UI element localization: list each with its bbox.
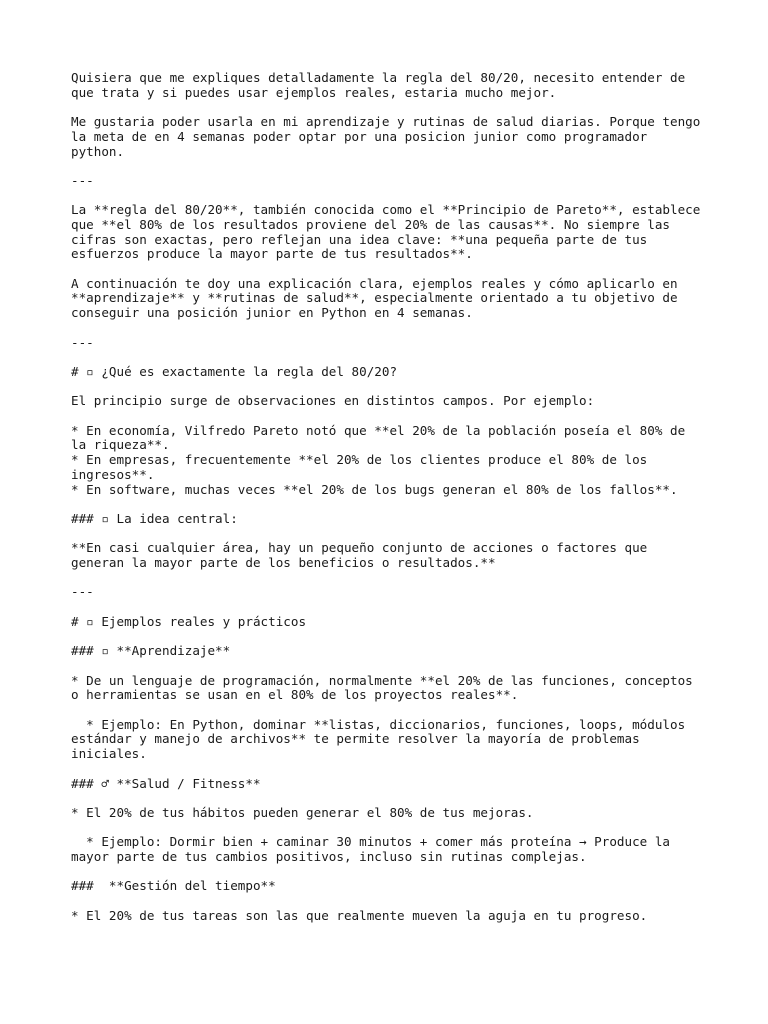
paragraph	[71, 777, 711, 792]
text-line: La **regla del 80/20**, también conocida como el **Principio de Pareto**, establece	[71, 202, 701, 218]
text-line: que trata y si puedes usar ejemplos reales, estaria mucho mejor.	[71, 84, 557, 100]
text-line: ### ▫ **Aprendizaje**	[71, 643, 231, 659]
text-line: python.	[71, 143, 125, 159]
paragraph	[71, 644, 711, 659]
paragraph	[71, 174, 711, 189]
document-body	[71, 71, 711, 938]
text-line: cifras son exactas, pero reflejan una idea clave: **una pequeña parte de tus	[71, 231, 648, 247]
paragraph	[71, 365, 711, 380]
paragraph	[71, 615, 711, 630]
text-line: iniciales.	[71, 746, 147, 762]
text-line: ### ▫ La idea central:	[71, 510, 238, 526]
paragraph	[71, 512, 711, 527]
text-line: la riqueza**.	[71, 437, 170, 453]
paragraph	[71, 277, 711, 321]
paragraph	[71, 806, 711, 821]
text-line: o herramientas se usan en el 80% de los proyectos reales**.	[71, 687, 519, 703]
text-line: **aprendizaje** y **rutinas de salud**, especialmente orientado a tu objetivo de	[71, 290, 678, 306]
paragraph	[71, 674, 711, 703]
paragraph	[71, 203, 711, 262]
paragraph	[71, 909, 711, 924]
paragraph	[71, 336, 711, 351]
paragraph	[71, 394, 711, 409]
text-line: generan la mayor parte de los beneficios o resultados.**	[71, 555, 496, 571]
text-line: * En economía, Vilfredo Pareto notó que **el 20% de la población poseía el 80% de	[71, 422, 686, 438]
text-line: conseguir una posición junior en Python en 4 semanas.	[71, 305, 473, 321]
text-line: * En software, muchas veces **el 20% de los bugs generan el 80% de los fallos**.	[71, 481, 678, 497]
text-line: * El 20% de tus tareas son las que realmente mueven la aguja en tu progreso.	[71, 907, 648, 923]
text-line: **En casi cualquier área, hay un pequeño conjunto de acciones o factores que	[71, 540, 648, 556]
text-line: mayor parte de tus cambios positivos, incluso sin rutinas complejas.	[71, 848, 587, 864]
text-line: ---	[71, 334, 94, 350]
paragraph	[71, 424, 711, 498]
text-line: El principio surge de observaciones en distintos campos. Por ejemplo:	[71, 393, 595, 409]
text-line: # ▫ ¿Qué es exactamente la regla del 80/20?	[71, 363, 398, 379]
text-line: esfuerzos produce la mayor parte de tus resultados**.	[71, 246, 473, 262]
text-line: la meta de en 4 semanas poder optar por una posicion junior como programador	[71, 128, 648, 144]
text-line: estándar y manejo de archivos** te permite resolver la mayoría de problemas	[71, 731, 640, 747]
paragraph	[71, 115, 711, 159]
paragraph	[71, 879, 711, 894]
paragraph	[71, 835, 711, 864]
text-line: * Ejemplo: En Python, dominar **listas, diccionarios, funciones, loops, módulos	[71, 716, 686, 732]
text-line: # ▫ Ejemplos reales y prácticos	[71, 613, 307, 629]
text-line: A continuación te doy una explicación clara, ejemplos reales y cómo aplicarlo en	[71, 275, 678, 291]
text-line: ingresos**.	[71, 466, 155, 482]
text-line: * En empresas, frecuentemente **el 20% de los clientes produce el 80% de los	[71, 452, 648, 468]
paragraph	[71, 585, 711, 600]
paragraph	[71, 541, 711, 570]
text-line: * De un lenguaje de programación, normalmente **el 20% de las funciones, conceptos	[71, 672, 693, 688]
text-line: que **el 80% de los resultados proviene del 20% de las causas**. No siempre las	[71, 216, 670, 232]
text-line: Quisiera que me expliques detalladamente la regla del 80/20, necesito entender de	[71, 70, 686, 85]
paragraph	[71, 718, 711, 762]
text-line: ---	[71, 584, 94, 600]
text-line: ### **Gestión del tiempo**	[71, 878, 276, 894]
text-line: ---	[71, 172, 94, 188]
text-line: * El 20% de tus hábitos pueden generar el 80% de tus mejoras.	[71, 804, 534, 820]
text-line: ### ♂ **Salud / Fitness**	[71, 775, 261, 791]
text-line: * Ejemplo: Dormir bien + caminar 30 minutos + comer más proteína → Produce la	[71, 834, 670, 850]
paragraph	[71, 71, 711, 100]
text-line: Me gustaria poder usarla en mi aprendizaje y rutinas de salud diarias. Porque tengo	[71, 114, 701, 130]
